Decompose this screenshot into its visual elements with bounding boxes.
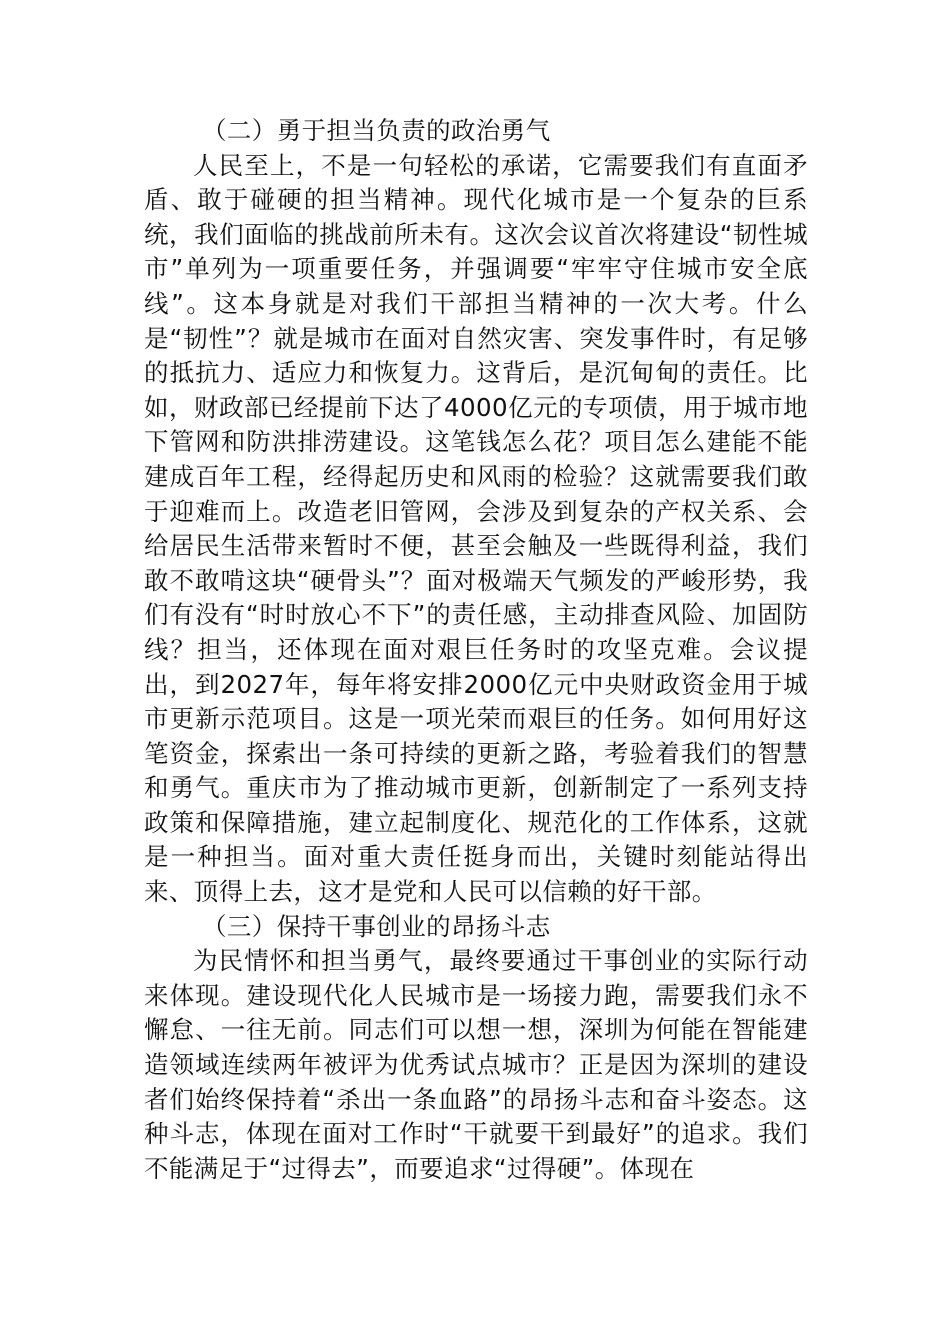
section-two-heading: （二）勇于担当负责的政治勇气	[202, 116, 551, 145]
section-three-heading: （三）保持干事创业的昂扬斗志	[202, 911, 551, 941]
section-two-paragraph: 人民至上，不是一句轻松的承诺，它需要我们有直面矛盾、敢于碰硬的担当精神。现代化城市是一个复杂的巨系统，我们面临的挑战前所未有。这次会议首次将建设“韧性城市”单列为一项重要任务，并强调要“牢牢守住城市安全底线”。这本身就是对我们干部担当精神的一次大考。什么是“韧性”？就是城市在面对自然灾害、突发事件时，有足够的抵抗力、适应力和恢复力。这背后，是沉甸甸的责任。比如，财政部已经提前下达了4000亿元的专项债，用于城市地下管网和防洪排涝建设。这笔钱怎么花？项目怎么建能不能建成百年工程，经得起历史和风雨的检验？这就需要我们敢于迎难而上。改造老旧管网，会涉及到复杂的产权关系、会给居民生活带来暂时不便，甚至会触及一些既得利益，我们敢不敢啃这块“硬骨头”？面对极端天气频发的严峻形势，我们有没有“时时放心不下”的责任感，主动排查风险、加固防线？担当，还体现在面对艰巨任务时的攻坚克难。会议提出，到2027年，每年将安排2000亿元中央财政资金用于城市更新示范项目。这是一项光荣而艰巨的任务。如何用好这笔资金，探索出一条可持续的更新之路，考验着我们的智慧和勇气。重庆市为了推动城市更新，创新制定了一系列支持政策和保障措施，建立起制度化、规范化的工作体系，这就是一种担当。面对重大责任挺身而出，关键时刻能站得出来、顶得上去，这才是党和人民可以信赖的好干部。	[144, 150, 808, 907]
document-body	[144, 114, 808, 1186]
section-three-paragraph: 为民情怀和担当勇气，最终要通过干事创业的实际行动来体现。建设现代化人民城市是一场接力跑，需要我们永不懈怠、一往无前。同志们可以想一想，深圳为何能在智能建造领域连续两年被评为优秀试点城市？正是因为深圳的建设者们始终保持着“杀出一条血路”的昂扬斗志和奋斗姿态。这种斗志，体现在面对工作时“干就要干到最好”的追求。我们不能满足于“过得去”，而要追求“过得硬”。体现在	[144, 946, 808, 1183]
